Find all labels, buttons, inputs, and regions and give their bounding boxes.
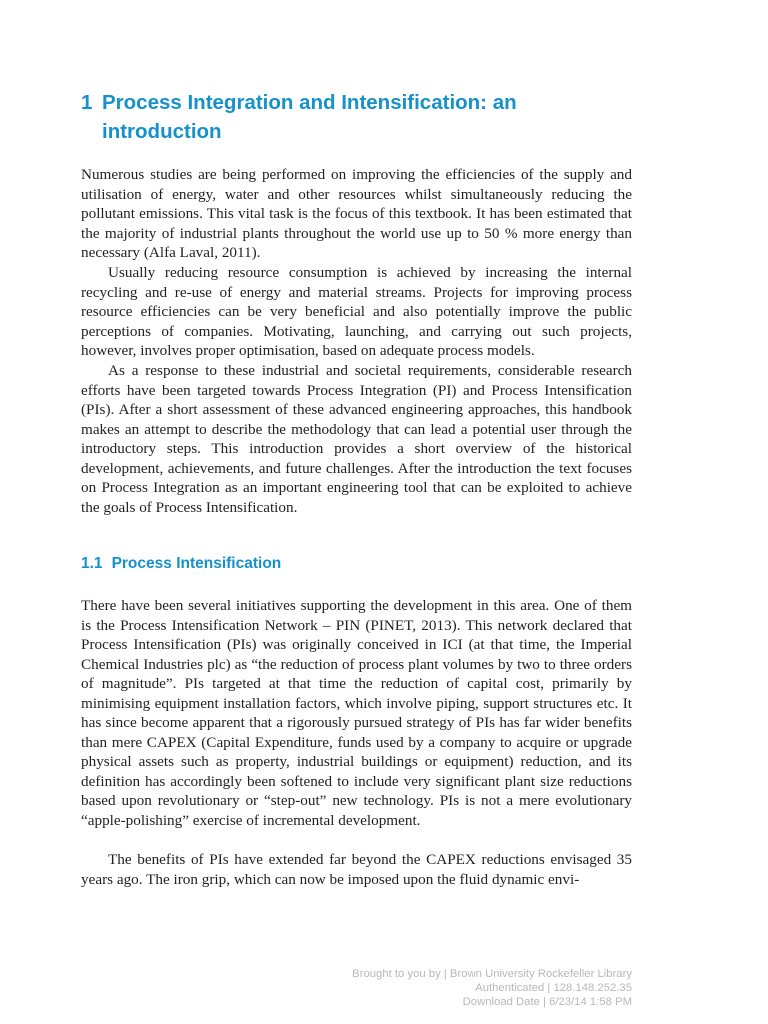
body-paragraph: The benefits of PIs have extended far beyond the CAPEX reductions envisaged 35 years ago. The iron grip, which can now be imposed upon the fluid dynamic envi-: [81, 851, 632, 888]
download-watermark: [290, 967, 632, 1009]
chapter-heading: [81, 88, 632, 146]
chapter-title: Process Integration and Intensification: an introduction: [102, 91, 517, 143]
watermark-line: Brought to you by | Brown University Rockefeller Library: [352, 968, 632, 980]
watermark-line: Download Date | 6/23/14 1:58 PM: [462, 996, 632, 1008]
body-paragraph: Usually reducing resource consumption is achieved by increasing the internal recycling and re-use of energy and material streams. Projects for improving process resource efficiencies can be very beneficial and also potentially improve the public perceptions of companies. Motivating, launching, and carrying out such projects, however, involves proper optimisation, based on adequate process models.: [81, 264, 632, 359]
section-heading: [81, 553, 281, 575]
body-paragraph: Numerous studies are being performed on improving the efficiencies of the supply and utilisation of energy, water and other resources whilst simultaneously reducing the pollutant emissions. This vital task is the focus of this textbook. It has been estimated that the majority of industrial plants throughout the world use up to 50 % more energy than necessary (Alfa Laval, 2011).: [81, 166, 632, 261]
section-number: 1.1: [81, 555, 103, 572]
body-paragraph: As a response to these industrial and societal requirements, considerable research efforts have been targeted towards Process Integration (PI) and Process Intensification (PIs). After a short assessment of these advanced engineering approaches, this handbook makes an attempt to describe the methodology that can lead a potential user through the introductory steps. This introduction provides a short overview of the historical development, achievements, and future challenges. After the introduction the text focuses on Process Integration as an important engineering tool that can be exploited to achieve the goals of Process Intensification.: [81, 362, 632, 516]
watermark-line: Authenticated | 128.148.252.35: [475, 982, 632, 994]
body-paragraph: There have been several initiatives supporting the development in this area. One of them is the Process Intensification Network – PIN (PINET, 2013). This network declared that Process Intensification (PIs) was originally conceived in ICI (at that time, the Imperial Chemical Industries plc) as “the reduction of process plant volumes by two to three orders of magnitude”. PIs targeted at that time the reduction of capital cost, primarily by minimising equipment installation factors, which involve piping, support structures etc. It has since become apparent that a rigorously pursued strategy of PIs has far wider benefits than mere CAPEX (Capital Expenditure, funds used by a company to acquire or upgrade physical assets such as property, industrial buildings or equipment) reduction, and its definition has accordingly been softened to include very significant plant size reductions based upon revolutionary or “step-out” new technology. PIs is not a mere evolutionary “apple-polishing” exercise of incremental development.: [81, 597, 632, 829]
chapter-number: 1: [81, 91, 93, 114]
section-title: Process Intensification: [111, 555, 282, 572]
